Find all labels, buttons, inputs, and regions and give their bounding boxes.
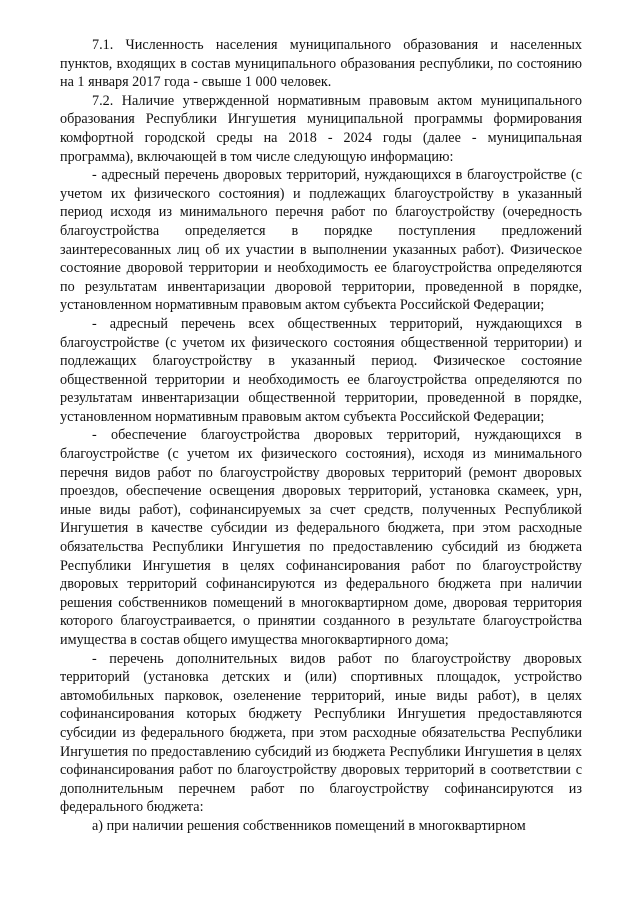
document-body: [60, 36, 582, 836]
list-item-additional-works-list: - перечень дополнительных видов работ по благоустройству дворовых территорий (установка детских и (или) спортивных площадок, устройство автомобильных парковок, озеленение территорий, иные виды работ), в целях софинансирования которых бюджету Республики Ингушетия предоставляются субсидии из федерального бюджета, при этом расходные обязательства Республики Ингушетия по предоставлению субсидий из бюджета Республики Ингушетия в целях софинансирования работ по благоустройству дворовых территорий в соответствии с дополнительным перечнем работ по благоустройству софинансируются из федерального бюджета:: [60, 650, 582, 816]
list-item-courtyard-address-list: - адресный перечень дворовых территорий, нуждающихся в благоустройстве (с учетом их физического состояния) и подлежащих благоустройству в указанный период исходя из минимального перечня работ по благоустройству (очередность благоустройства определяется в порядке поступления предложений заинтересованных лиц об их участии в выполнении указанных работ). Физическое состояние дворовой территории и необходимость ее благоустройства определяются по результатам инвентаризации дворовой территории, проведенной в порядке, установленном нормативным правовым актом субъекта Российской Федерации;: [60, 167, 582, 314]
paragraph-7-2: 7.2. Наличие утвержденной нормативным правовым актом муниципального образования Республики Ингушетия муниципальной программы формирования комфортной городской среды на 2018 - 2024 годы (далее - муниципальная программа), включающей в том числе следующую информацию:: [60, 92, 582, 165]
list-item-public-territory-address-list: - адресный перечень всех общественных территорий, нуждающихся в благоустройстве (с учетом их физического состояния общественной территории) и подлежащих благоустройству в указанный период. Физическое состояние общественной территории и необходимость ее благоустройства определяются по результатам инвентаризации общественной территории, проведенной в порядке, установленном нормативным правовым актом субъекта Российской Федерации;: [60, 315, 582, 425]
list-item-courtyard-improvement-provision: - обеспечение благоустройства дворовых территорий, нуждающихся в благоустройстве (с учетом их физического состояния), исходя из минимального перечня видов работ по благоустройству дворовых территорий (ремонт дворовых проездов, обеспечение освещения дворовых территорий, установка скамеек, урн, иные виды работ), софинансируемых за счет средств, полученных Республикой Ингушетия в качестве субсидии из федерального бюджета, при этом расходные обязательства Республики Ингушетия по предоставлению субсидий из бюджета Республики Ингушетия в целях софинансирования работ по благоустройству дворовых территорий софинансируются из федерального бюджета при наличии решения собственников помещений в многоквартирном доме, дворовая территория которого благоустраивается, о принятии созданного в результате благоустройства имущества в состав общего имущества многоквартирного дома;: [60, 427, 582, 648]
subitem-a: а) при наличии решения собственников помещений в многоквартирном: [92, 817, 526, 834]
paragraph-7-1: 7.1. Численность населения муниципального образования и населенных пунктов, входящих в состав муниципального образования республики, по состоянию на 1 января 2017 года - свыше 1 000 человек.: [60, 37, 582, 91]
